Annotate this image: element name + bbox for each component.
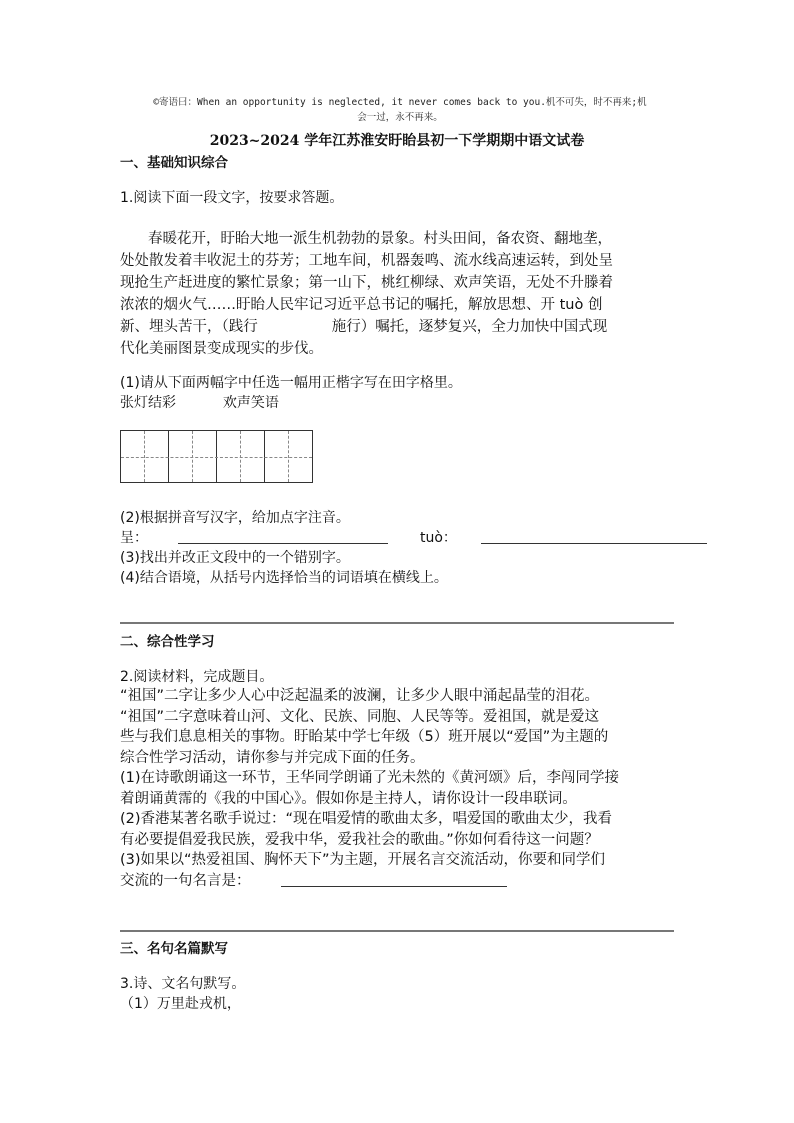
q1-stem: 1.阅读下面一段文字，按要求答题。 bbox=[120, 190, 344, 206]
q2-last-line: 交流的一句名言是： bbox=[120, 872, 251, 889]
divider-1 bbox=[120, 622, 674, 624]
label-cheng: 呈： bbox=[120, 530, 148, 546]
passage-line-5a: 新、埋头苦干，（践行 bbox=[120, 319, 258, 335]
section-heading-2: 二、综合性学习 bbox=[120, 634, 215, 650]
tianzige-grid[interactable] bbox=[120, 430, 313, 483]
q2-line-7: (2)香港某著名歌手说过：“现在唱爱情的歌曲太多，唱爱国的歌曲太少，我看 bbox=[120, 811, 613, 827]
passage-line-5 bbox=[120, 316, 676, 338]
q2-line-6: 着朗诵黄霈的《我的中国心》。假如你是主持人，请你设计一段串联词。 bbox=[120, 790, 577, 807]
passage-line-2: 处处散发着丰收泥土的芬芳；工地车间，机器轰鸣、流水线高速运转，到处呈 bbox=[120, 253, 613, 269]
passage-line-1: 春暖花开，盱眙大地一派生机勃勃的景象。村头田间，备农资、翻地垄， bbox=[148, 231, 612, 247]
q2-line-1: “祖国”二字让多少人心中泛起温柔的波澜，让多少人眼中涌起晶莹的泪花。 bbox=[120, 688, 600, 704]
q2-line-2: “祖国”二字意味着山河、文化、民族、同胞、人民等等。爱祖国，就是爱这 bbox=[120, 708, 600, 725]
pinyin-row bbox=[120, 528, 707, 548]
q2-line-10 bbox=[120, 871, 676, 892]
answer-line-cheng[interactable] bbox=[178, 529, 388, 544]
phrase-b: 欢声笑语 bbox=[222, 395, 279, 411]
answer-line-motto[interactable] bbox=[281, 872, 507, 887]
phrase-a: 张灯结彩 bbox=[120, 395, 176, 411]
q1-passage bbox=[120, 228, 676, 360]
q1-sub4: (4)结合语境，从括号内选择恰当的词语填在横线上。 bbox=[120, 570, 448, 586]
passage-line-4: 浓浓的烟火气……盱眙人民牢记习近平总书记的嘱托，解放思想、开 tuò 创 bbox=[120, 297, 603, 313]
q3-item-1: （1）万里赴戎机， bbox=[120, 996, 241, 1012]
divider-2 bbox=[120, 930, 674, 932]
passage-line-6: 代化美丽图景变成现实的步伐。 bbox=[120, 341, 323, 357]
q2-line-4: 综合性学习活动，请你参与并完成下面的任务。 bbox=[120, 749, 425, 766]
exam-title: 2023~2024 学年江苏淮安盱眙县初一下学期期中语文试卷 bbox=[209, 133, 585, 149]
motto-line-2: 会一过，永不再来。 bbox=[357, 112, 443, 123]
section-heading-1: 一、基础知识综合 bbox=[120, 155, 228, 171]
q2-stem: 2.阅读材料，完成题目。 bbox=[120, 669, 274, 685]
q2-line-5: (1)在诗歌朗诵这一环节，王华同学朗诵了光未然的《黄河颂》后，李闯同学接 bbox=[120, 770, 620, 786]
motto bbox=[120, 95, 680, 125]
q2-material bbox=[120, 686, 676, 891]
passage-line-5b: 施行）嘱托，逐梦复兴，全力加快中国式现 bbox=[331, 319, 608, 335]
q2-line-8: 有必要提倡爱我民族，爱我中华，爱我社会的歌曲。”你如何看待这一问题？ bbox=[120, 831, 599, 848]
q1-sub3: (3)找出并改正文段中的一个错别字。 bbox=[120, 550, 350, 566]
q2-line-3: 些与我们息息相关的事物。盱眙某中学七年级（5）班开展以“爱国”为主题的 bbox=[120, 729, 609, 745]
q3-stem: 3.诗、文名句默写。 bbox=[120, 976, 246, 992]
section-heading-3: 三、名句名篇默写 bbox=[120, 941, 228, 957]
phrase-options bbox=[120, 393, 279, 413]
motto-line-1: ©寄语曰：When an opportunity is neglected, it never comes back to you.机不可失，时不再来;机 bbox=[153, 97, 647, 108]
passage-line-3: 现抢生产赶进度的繁忙景象；第一山下，桃红柳绿、欢声笑语，无处不升滕着 bbox=[120, 275, 613, 291]
answer-line-tuo[interactable] bbox=[481, 529, 707, 544]
label-tuo: tuò： bbox=[420, 530, 457, 546]
q1-sub2: (2)根据拼音写汉字，给加点字注音。 bbox=[120, 510, 350, 526]
q1-sub1: (1)请从下面两幅字中任选一幅用正楷字写在田字格里。 bbox=[120, 375, 462, 391]
q2-line-9: (3)如果以“热爱祖国、胸怀天下”为主题，开展名言交流活动，你要和同学们 bbox=[120, 852, 606, 868]
